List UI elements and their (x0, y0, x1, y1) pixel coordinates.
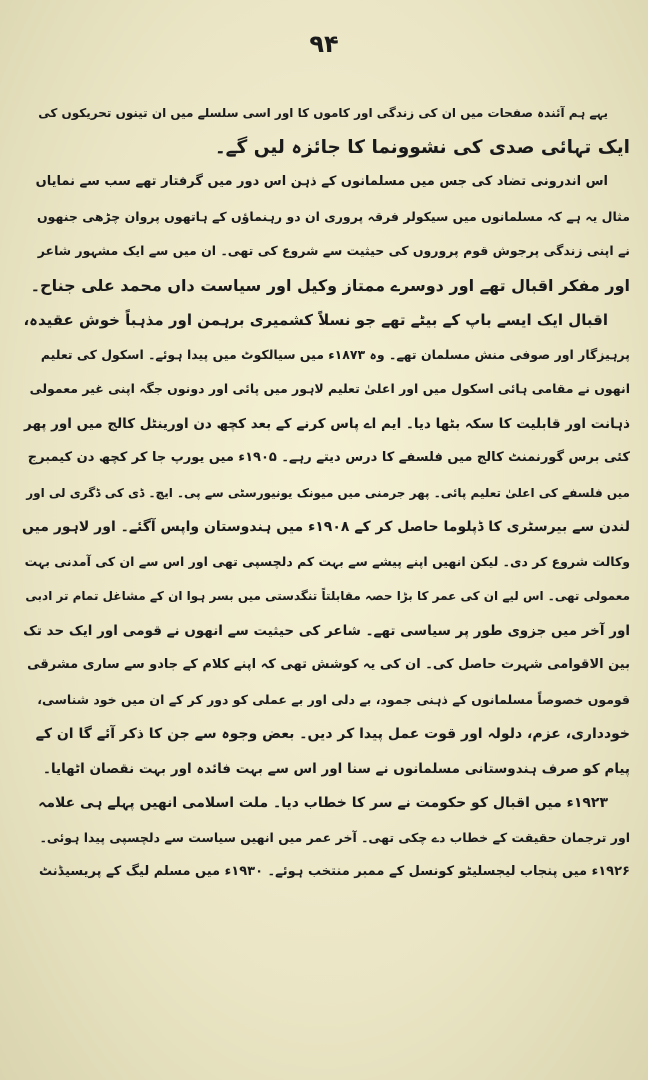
text-line: اور ترجمان حقیقت کے خطاب دے چکی تھی۔ آخر عمر میں انھیں سیاست سے دلچسپی پیدا ہوئی۔ (39, 829, 630, 845)
text-line: بین الاقوامی شہرت حاصل کی۔ ان کی یہ کوشش تھی کہ اپنے کلام کے جادو سے ساری مشرقی (27, 657, 630, 672)
text-line: یہے ہم آئندہ صفحات میں ان کی زندگی اور کاموں کا اور اسی سلسلے میں ان تینوں تحریکوں کی (38, 106, 608, 120)
text-line: مثال یہ ہے کہ مسلمانوں میں سیکولر فرقہ پروری ان دو رہنماؤں کے ہاتھوں پروان چڑھی جنھوں (36, 208, 630, 224)
text-line: معمولی تھی۔ اس لیے ان کی عمر کا بڑا حصہ مقابلتاً تنگدستی میں بسر ہوا ان کے مشاغل تمام تر ادبی (25, 589, 630, 603)
text-line: ۱۹۲۳ء میں اقبال کو حکومت نے سر کا خطاب دیا۔ ملت اسلامی انھیں پہلے ہی علامہ (38, 795, 608, 811)
text-line: پیام کو صرف ہندوستانی مسلمانوں نے سنا اور اس سے بہت فائدہ اور بہت نقصان اٹھایا۔ (43, 760, 630, 777)
text-line: قوموں خصوصاً مسلمانوں کے ذہنی جمود، بے دلی اور بے عملی کو دور کر کے ان میں خود شناسی، (37, 691, 630, 707)
text-line: انھوں نے مقامی ہائی اسکول میں اور اعلیٰ تعلیم لاہور میں پائی اور دونوں جگہ اپنی غیر معمولی (29, 381, 630, 396)
text-line: اقبال ایک ایسے باپ کے بیٹے تھے جو نسلاً کشمیری برہمن اور مذہباً خوش عقیدہ، (23, 311, 608, 329)
page-number: ۹۴ (309, 30, 339, 58)
text-line: ۱۹۲۶ء میں پنجاب لیجسلیٹو کونسل کے ممبر منتخب ہوئے۔ ۱۹۳۰ء میں مسلم لیگ کے پریسیڈنٹ (38, 864, 630, 879)
text-line: اور مفکر اقبال تھے اور دوسرے ممتاز وکیل اور سیاست داں محمد علی جناح۔ (30, 275, 630, 295)
body-text (22, 96, 630, 890)
text-line: ذہانت اور قابلیت کا سکہ بٹھا دیا۔ ایم اے پاس کرنے کے بعد کچھ دن اورینٹل کالج میں اور پھر (24, 415, 630, 432)
text-line: پرہیزگار اور صوفی منش مسلمان تھے۔ وہ ۱۸۷۳ء میں سیالکوٹ میں پیدا ہوئے۔ اسکول کی تعلیم (40, 346, 630, 362)
text-line: لندن سے بیرسٹری کا ڈپلوما حاصل کر کے ۱۹۰۸ء میں ہندوستان واپس آگئے۔ اور لاہور میں (22, 519, 630, 535)
text-line: میں فلسفے کی اعلیٰ تعلیم پائی۔ پھر جرمنی میں میونک یونیورسٹی سے پی۔ ایچ۔ ڈی کی ڈگری لی اور (26, 485, 630, 500)
text-line: خودداری، عزم، دلولہ اور قوت عمل پیدا کر دیں۔ بعض وجوہ سے جن کا ذکر آئے گا ان کے (35, 726, 630, 742)
text-line: اور آخر میں جزوی طور پر سیاسی تھے۔ شاعر کی حیثیت سے انھوں نے قومی اور ایک حد تک (23, 622, 630, 639)
text-line: کئی برس گورنمنٹ کالج میں فلسفے کا درس دیتے رہے۔ ۱۹۰۵ء میں یورپ جا کر کچھ دن کیمبرج (27, 450, 630, 465)
text-line: وکالت شروع کر دی۔ لیکن انھیں اپنے پیشے سے بہت کم دلچسپی تھی اور اس سے ان کی آمدنی بہت (24, 553, 630, 569)
text-line: نے اپنی زندگی پرجوش قوم پروروں کی حیثیت سے شروع کی تھی۔ ان میں سے ایک مشہور شاعر (37, 243, 630, 258)
text-line: اس اندرونی تضاد کی جس میں مسلمانوں کے ذہن اس دور میں گرفتار تھے سب سے نمایاں (35, 174, 608, 189)
text-line: ایک تہائی صدی کی نشوونما کا جائزہ لیں گے۔ (214, 136, 630, 158)
